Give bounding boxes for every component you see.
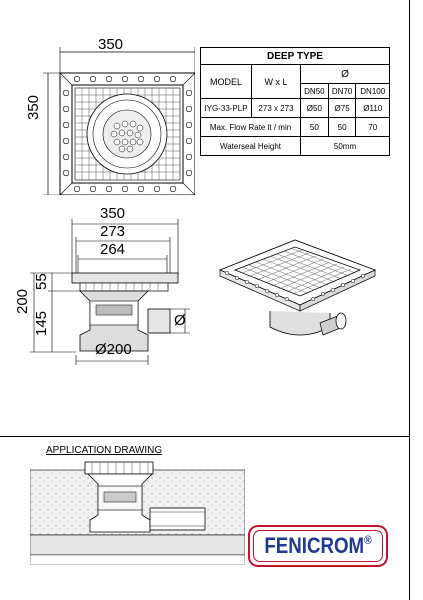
side-dim-outlet: Ø <box>174 312 186 329</box>
col-wxl-header: W x L <box>252 65 301 99</box>
side-dim-body-height: 145 <box>33 310 50 336</box>
flow-label: Max. Flow Rate lt / min <box>201 118 301 137</box>
col-model-header: MODEL <box>201 65 252 99</box>
flow-cell-2: 70 <box>356 118 390 137</box>
side-dim-mid: 273 <box>100 223 126 240</box>
dn-header-2: DN100 <box>356 84 390 99</box>
fenicrom-logo <box>248 525 388 567</box>
top-view-drawing <box>30 35 195 195</box>
side-dim-inner: 264 <box>100 241 126 258</box>
flow-cell-1: 50 <box>328 118 356 137</box>
side-dim-base: Ø200 <box>95 341 132 358</box>
top-view-height-dim: 350 <box>25 94 42 120</box>
dn-header-0: DN50 <box>301 84 329 99</box>
model-cell: IYG-33-PLP <box>201 99 252 118</box>
wxl-cell: 273 x 273 <box>252 99 301 118</box>
right-border-line <box>409 0 410 600</box>
logo-name: FENICROM <box>264 533 365 558</box>
col-diameter-header: Ø <box>301 65 390 84</box>
side-dim-total-height: 200 <box>14 288 31 314</box>
side-dim-top-height: 55 <box>33 273 50 290</box>
top-view-width-dim: 350 <box>98 36 124 53</box>
waterseal-value: 50mm <box>301 137 390 156</box>
application-drawing <box>30 460 245 565</box>
application-title: APPLICATION DRAWING <box>46 445 163 456</box>
side-dim-outer: 350 <box>100 205 126 222</box>
dn-header-1: DN70 <box>328 84 356 99</box>
spec-table <box>200 47 390 156</box>
flow-cell-0: 50 <box>301 118 329 137</box>
logo-text <box>260 533 376 559</box>
diameter-cell-0: Ø50 <box>301 99 329 118</box>
spec-table-title: DEEP TYPE <box>201 48 390 65</box>
waterseal-label: Waterseal Height <box>201 137 301 156</box>
logo-registered-mark: ® <box>364 533 372 547</box>
application-frame-top <box>0 436 410 437</box>
isometric-view-drawing <box>215 235 385 345</box>
diameter-cell-1: Ø75 <box>328 99 356 118</box>
diameter-cell-2: Ø110 <box>356 99 390 118</box>
